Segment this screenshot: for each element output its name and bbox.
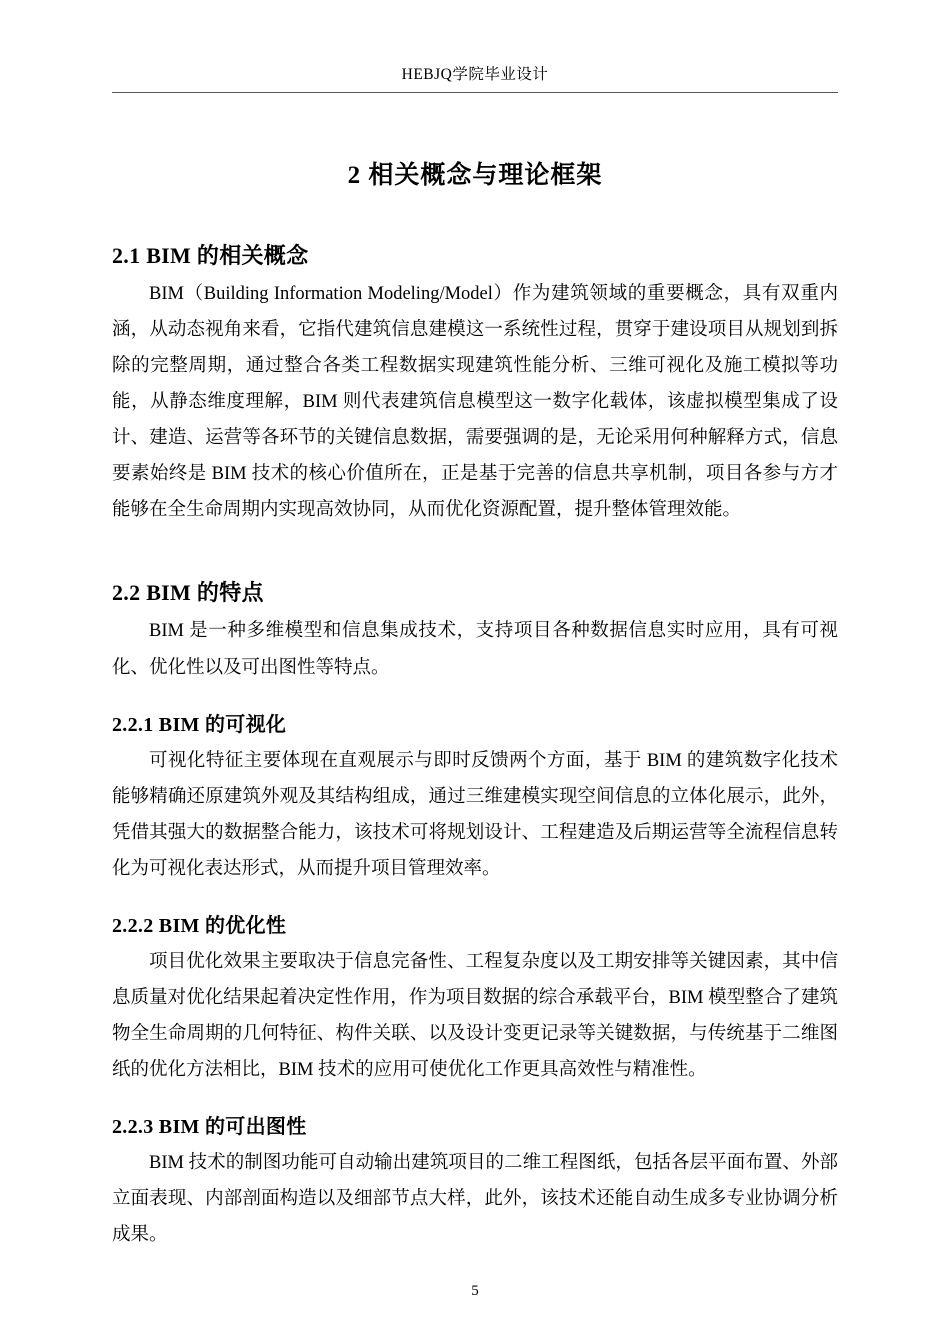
paragraph-2-2-1: BIM 是一种多维模型和信息集成技术，支持项目各种数据信息实时应用，具有可视化、优化性以及可出图性等特点。	[112, 621, 838, 678]
section-heading-2-2-1: 2.2.1 BIM 的可视化	[112, 713, 287, 736]
paragraph-2-2-1-1: 可视化特征主要体现在直观展示与即时反馈两个方面，基于 BIM 的建筑数字化技术能够精确还原建筑外观及其结构组成，通过三维建模实现空间信息的立体化展示，此外，凭借其强大的数据整合能力，该技术可将规划设计、工程建造及后期运营等全流程信息转化为可视化表达形式，从而提升项目管理效率。	[112, 750, 838, 879]
paragraph-2-1-1: BIM（Building Information Modeling/Model）作为建筑领域的重要概念，具有双重内涵，从动态视角来看，它指代建筑信息建模这一系统性过程，贯穿于建设项目从规划到拆除的完整周期，通过整合各类工程数据实现建筑性能分析、三维可视化及施工模拟等功能，从静态维度理解，BIM 则代表建筑信息模型这一数字化载体，该虚拟模型集成了设计、建造、运营等各环节的关键信息数据，需要强调的是，无论采用何种解释方式，信息要素始终是 BIM 技术的核心价值所在，正是基于完善的信息共享机制，项目各参与方才能够在全生命周期内实现高效协同，从而优化资源配置，提升整体管理效能。	[112, 284, 838, 521]
page-header: HEBJQ学院毕业设计	[401, 66, 549, 83]
chapter-title: 2 相关概念与理论框架	[347, 162, 603, 189]
paragraph-2-2-2-1: 项目优化效果主要取决于信息完备性、工程复杂度以及工期安排等关键因素，其中信息质量对优化结果起着决定性作用，作为项目数据的综合承载平台，BIM 模型整合了建筑物全生命周期的几何特征、构件关联、以及设计变更记录等关键数据，与传统基于二维图纸的优化方法相比，BIM 技术的应用可使优化工作更具高效性与精准性。	[112, 951, 838, 1080]
section-heading-2-2-3: 2.2.3 BIM 的可出图性	[112, 1116, 307, 1139]
section-heading-2-1: 2.1 BIM 的相关概念	[112, 243, 309, 268]
section-heading-2-2: 2.2 BIM 的特点	[112, 580, 264, 606]
page-number: 5	[471, 1283, 479, 1299]
section-heading-2-2-2: 2.2.2 BIM 的优化性	[112, 914, 287, 937]
header-divider	[112, 92, 838, 93]
paragraph-2-2-3-1: BIM 技术的制图功能可自动输出建筑项目的二维工程图纸，包括各层平面布置、外部立面表现、内部剖面构造以及细部节点大样，此外，该技术还能自动生成多专业协调分析成果。	[112, 1153, 838, 1246]
